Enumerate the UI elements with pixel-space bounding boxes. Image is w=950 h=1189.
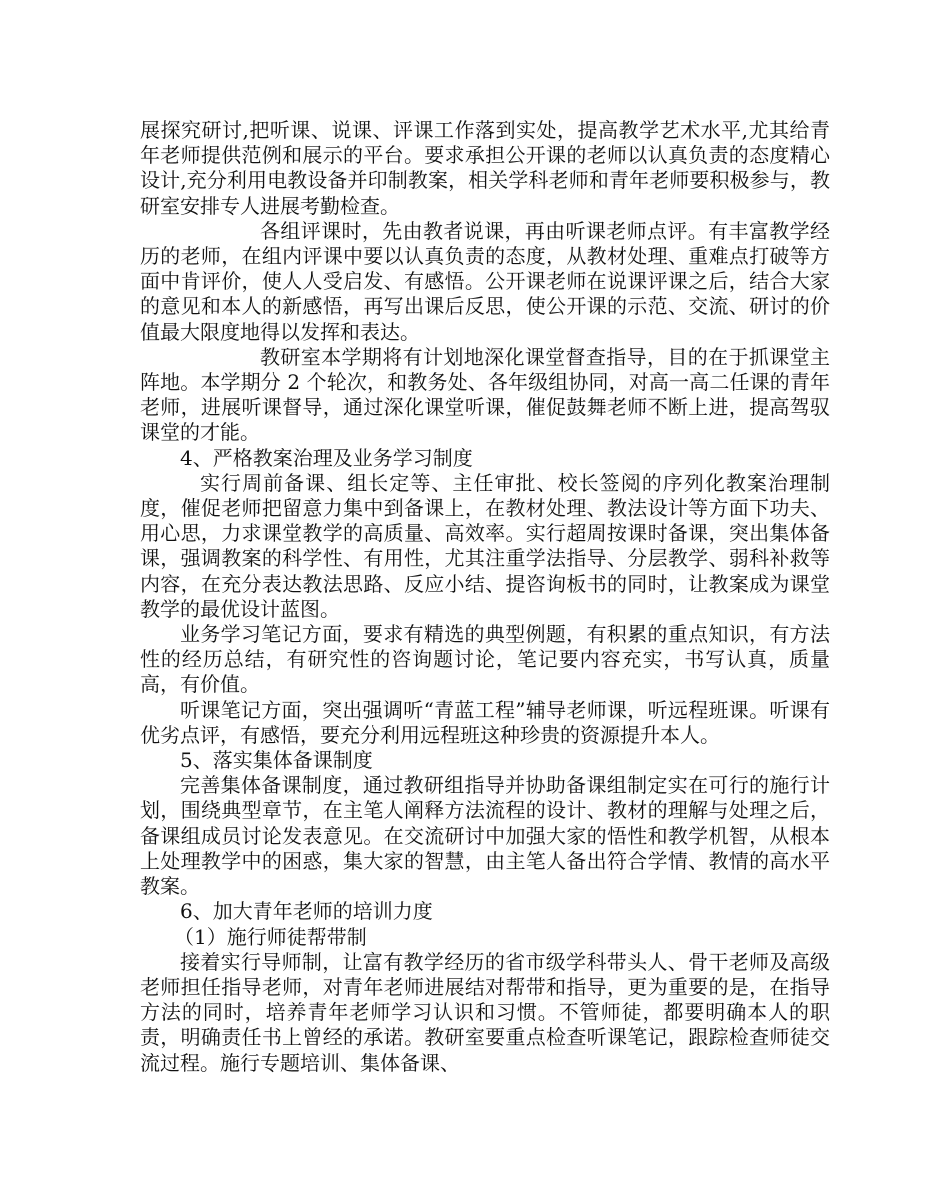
paragraph-lesson-plan-system: 实行周前备课、组长定等、主任审批、校长签阅的序列化教案治理制度，催促老师把留意力集中到备课上，在教材处理、教法设计等方面下功夫、用心思，力求课堂教学的高质量、高效率。实行超周按课时备课，突出集体备课，强调教案的科学性、有用性，尤其注重学法指导、分层教学、弱科补救等内容，在充分表达教法思路、反应小结、提咨询板书的同时，让教案成为课堂教学的最优设计蓝图。 (140, 470, 830, 621)
subsection-heading-mentorship: （1）施行师徒帮带制 (174, 924, 367, 949)
paragraph-open-class-requirements: 展探究研讨,把听课、说课、评课工作落到实处，提高教学艺术水平,尤其给青年老师提供范例和展示的平台。要求承担公开课的老师以认真负责的态度精心设计,充分利用电教设备并印制教案，相关学科老师和青年老师要积极参与，教研室安排专人进展考勤检查。 (140, 118, 830, 218)
paragraph-mentorship: 接着实行导师制，让富有教学经历的省市级学科带头人、骨干老师及高级老师担任指导老师，对青年老师进展结对帮带和指导，更为重要的是，在指导方法的同时，培养青年老师学习认识和习惯。不管师徒，都要明确本人的职责，明确责任书上曾经的承诺。教研室要重点检查听课笔记，跟踪检查师徒交流过程。施行专题培训、集体备课、 (140, 949, 830, 1075)
paragraph-collective-preparation: 完善集体备课制度，通过教研组指导并协助备课组制定实在可行的施行计划，围绕典型章节，在主笔人阐释方法流程的设计、教材的理解与处理之后，备课组成员讨论发表意见。在交流研讨中加强大家的悟性和教学机智，从根本上处理教学中的困惑，集大家的智慧，由主笔人备出符合学情、教情的高水平教案。 (140, 773, 830, 899)
paragraph-group-evaluation: 各组评课时，先由教者说课，再由听课老师点评。有丰富教学经历的老师，在组内评课中要以认真负责的态度，从教材处理、重难点打破等方面中肯评价，使人人受启发、有感悟。公开课老师在说课评课之后，结合大家的意见和本人的新感悟，再写出课后反思，使公开课的示范、交流、研讨的价值最大限度地得以发挥和表达。 (140, 218, 830, 344)
section-heading-young-teacher-training: 6、加大青年老师的培训力度 (180, 899, 433, 924)
document-page (140, 118, 830, 1076)
paragraph-lecture-notes: 听课笔记方面，突出强调听“青蓝工程”辅导老师课，听远程班课。听课有优劣点评，有感悟，要充分利用远程班这种珍贵的资源提升本人。 (140, 697, 830, 747)
paragraph-classroom-supervision: 教研室本学期将有计划地深化课堂督查指导，目的在于抓课堂主阵地。本学期分 2 个轮次，和教务处、各年级组协同，对高一高二任课的青年老师，进展听课督导，通过深化课堂听课，催促鼓舞老师不断上进，提高驾驭课堂的才能。 (140, 344, 830, 445)
section-heading-collective-preparation: 5、落实集体备课制度 (180, 748, 373, 773)
section-heading-lesson-plan-management: 4、严格教案治理及业务学习制度 (180, 445, 473, 470)
paragraph-study-notes: 业务学习笔记方面，要求有精选的典型例题，有积累的重点知识，有方法性的经历总结，有研究性的咨询题讨论，笔记要内容充实，书写认真，质量高，有价值。 (140, 622, 830, 697)
